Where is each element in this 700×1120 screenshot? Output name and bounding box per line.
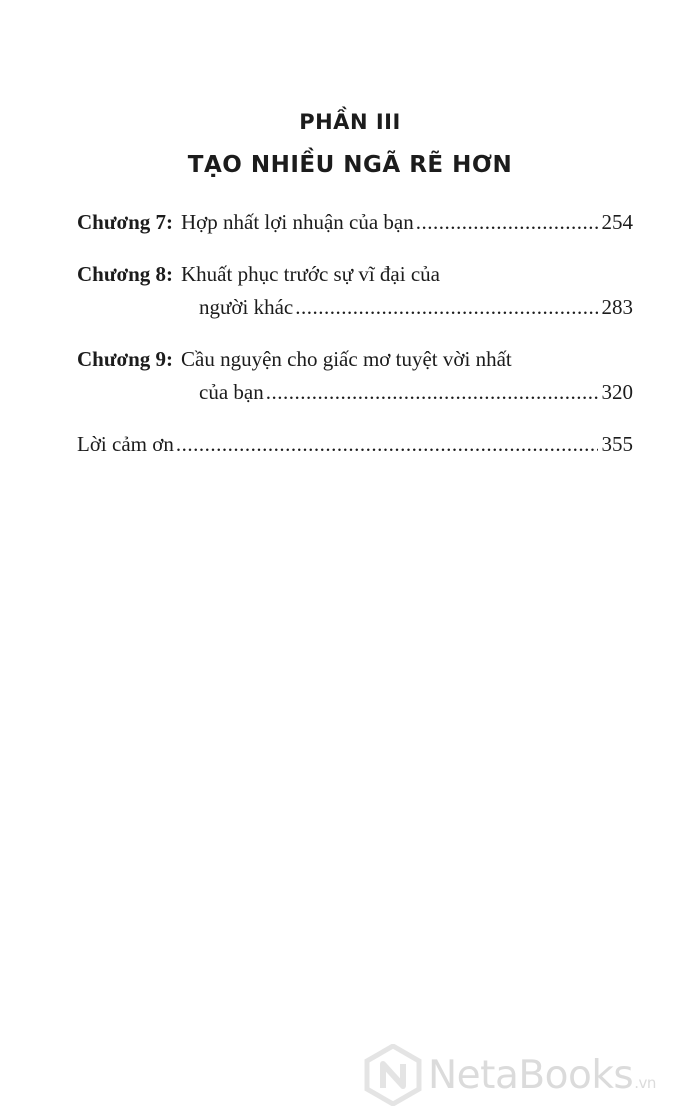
watermark-brand: NetaBooks.vn [428, 1052, 656, 1098]
chapter-label: Chương 8: [77, 262, 173, 286]
part-label: PHẦN III [299, 110, 401, 134]
chapter-label: Chương 7: [77, 210, 173, 234]
leader-dots [295, 291, 597, 324]
toc-entry-chapter-8[interactable] [77, 258, 633, 324]
page-number: 320 [601, 380, 633, 404]
watermark [364, 1040, 694, 1110]
chapter-title: Hợp nhất lợi nhuận của bạn [181, 210, 414, 234]
toc-entry-chapter-9[interactable] [77, 343, 633, 409]
leader-dots [176, 428, 598, 461]
chapter-label: Chương 9: [77, 347, 173, 371]
toc-entry-chapter-7[interactable] [77, 206, 633, 239]
chapter-title-continuation: của bạn [199, 380, 264, 404]
part-title: TẠO NHIỀU NGÃ RẼ HƠN [187, 152, 513, 178]
watermark-suffix: .vn [634, 1073, 656, 1092]
table-of-contents [77, 206, 633, 480]
leader-dots [266, 376, 598, 409]
page-number: 254 [601, 210, 633, 234]
chapter-title-continuation: người khác [199, 295, 294, 319]
leader-dots [416, 206, 598, 239]
section-title: Lời cảm ơn [77, 432, 174, 456]
chapter-title: Cầu nguyện cho giấc mơ tuyệt vời nhất [181, 347, 512, 371]
page-number: 283 [601, 295, 633, 319]
chapter-title: Khuất phục trước sự vĩ đại của [181, 262, 440, 286]
netabooks-logo-icon [364, 1044, 422, 1106]
toc-entry-acknowledgements[interactable] [77, 428, 633, 461]
page-number: 355 [601, 432, 633, 456]
